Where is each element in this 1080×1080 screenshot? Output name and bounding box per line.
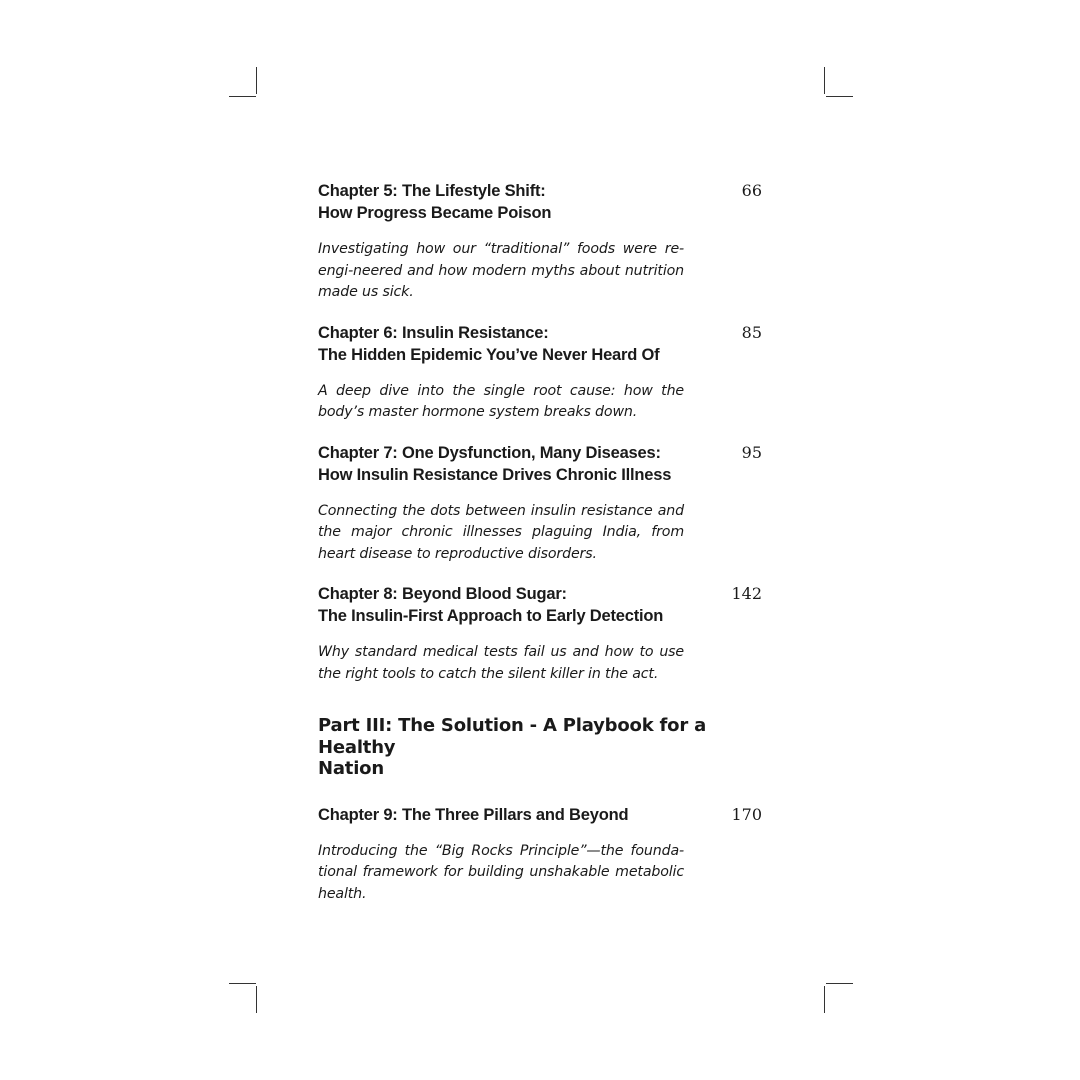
toc-entry-chapter-5 [318, 180, 764, 304]
toc-entry-chapter-9 [318, 804, 764, 906]
chapter-title [318, 583, 764, 627]
chapter-page-number: 66 [741, 181, 762, 200]
crop-mark-bottom-right-h [826, 983, 853, 984]
chapter-description: Investigating how our “traditional” foods were re-engi-neered and how modern myths about nutrition made us sick. [318, 241, 684, 300]
toc-entry-chapter-6 [318, 322, 764, 424]
chapter-title-line2: How Progress Became Poison [318, 204, 552, 222]
part-heading-line2: Nation [318, 758, 384, 779]
crop-mark-top-left-h [229, 96, 256, 97]
chapter-title-line2: How Insulin Resistance Drives Chronic Illness [318, 465, 672, 484]
crop-mark-bottom-right-v [824, 986, 825, 1013]
chapter-title [318, 180, 764, 224]
chapter-title-line1: Chapter 8: Beyond Blood Sugar: [318, 585, 567, 603]
crop-mark-top-right-v [824, 67, 825, 94]
chapter-page-number: 142 [731, 584, 762, 603]
chapter-page-number: 170 [731, 804, 762, 824]
toc-entry-chapter-7 [318, 442, 764, 566]
part-heading [318, 715, 764, 780]
chapter-title-line1: Chapter 9: The Three Pillars and Beyond [318, 805, 629, 824]
toc-entry-chapter-8 [318, 583, 764, 685]
chapter-page-number: 95 [741, 442, 762, 462]
table-of-contents [318, 180, 764, 905]
chapter-title-line1: Chapter 7: One Dysfunction, Many Diseases: [318, 443, 661, 462]
crop-mark-top-right-h [826, 96, 853, 97]
crop-mark-top-left-v [256, 67, 257, 94]
chapter-description: Why standard medical tests fail us and how to use the right tools to catch the silent killer in the act. [318, 644, 684, 682]
chapter-title [318, 322, 764, 366]
part-heading-line1: Part III: The Solution - A Playbook for a Healthy [318, 715, 707, 758]
crop-mark-bottom-left-v [256, 986, 257, 1013]
chapter-title-line2: The Hidden Epidemic You’ve Never Heard Of [318, 345, 660, 364]
chapter-title-line1: Chapter 6: Insulin Resistance: [318, 323, 549, 342]
crop-mark-bottom-left-h [229, 983, 256, 984]
chapter-title-line1: Chapter 5: The Lifestyle Shift: [318, 182, 546, 200]
chapter-description: Connecting the dots between insulin resistance and the major chronic illnesses plaguing India, from heart disease to reproductive disorders. [318, 502, 684, 562]
chapter-title [318, 804, 764, 826]
chapter-description: A deep dive into the single root cause: how the body’s master hormone system breaks down. [318, 382, 684, 420]
chapter-page-number: 85 [741, 322, 762, 342]
chapter-title [318, 442, 764, 486]
chapter-description: Introducing the “Big Rocks Principle”—the founda-tional framework for building unshakable metabolic health. [318, 842, 684, 902]
chapter-title-line2: The Insulin-First Approach to Early Detection [318, 607, 664, 625]
